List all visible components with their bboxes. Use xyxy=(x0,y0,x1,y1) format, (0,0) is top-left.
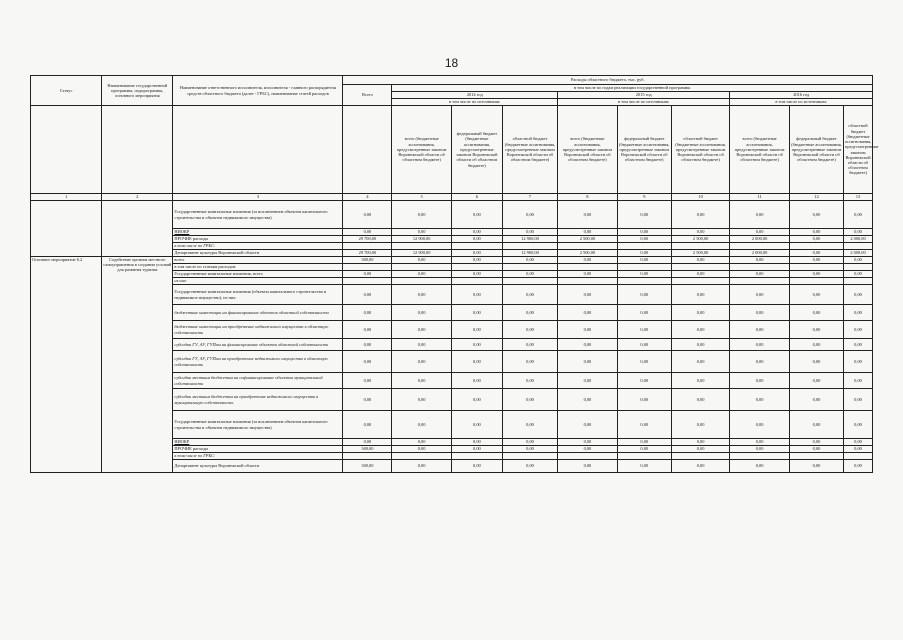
header-by-sources: в том числе по источникам: xyxy=(392,99,558,106)
value-cell xyxy=(844,264,873,271)
value-cell: 0,00 xyxy=(617,257,671,264)
value-cell: 0,00 xyxy=(844,389,873,411)
column-index: 13 xyxy=(844,194,873,201)
value-cell xyxy=(789,453,843,460)
value-cell: 0,00 xyxy=(730,271,790,278)
value-cell xyxy=(392,453,452,460)
value-cell: 12 900,00 xyxy=(392,236,452,243)
value-cell: 300,00 xyxy=(343,446,392,453)
value-cell xyxy=(343,278,392,285)
value-cell xyxy=(789,243,843,250)
value-cell xyxy=(671,264,729,271)
value-cell: 2 000,00 xyxy=(844,236,873,243)
value-cell: 0,00 xyxy=(789,305,843,321)
value-cell: 0,00 xyxy=(789,446,843,453)
value-cell xyxy=(502,453,557,460)
value-cell: 0,00 xyxy=(844,373,873,389)
value-cell: 2 500,00 xyxy=(671,250,729,257)
value-cell: 0,00 xyxy=(730,339,790,351)
value-cell: 0,00 xyxy=(730,351,790,373)
value-cell: 0,00 xyxy=(844,351,873,373)
value-cell: 0,00 xyxy=(392,285,452,305)
table-row xyxy=(31,257,873,264)
value-cell: 0,00 xyxy=(392,373,452,389)
row-label: НИОКР xyxy=(173,439,343,446)
value-cell: 0,00 xyxy=(392,460,452,473)
value-cell: 0,00 xyxy=(844,411,873,439)
header-col-federal: федеральный бюджет (бюджетные ассигнования, предусмотренные законом Воронежской области об областном бюджете) xyxy=(451,106,502,194)
value-cell xyxy=(343,453,392,460)
value-cell xyxy=(789,278,843,285)
value-cell: 12 900,00 xyxy=(502,250,557,257)
value-cell: 0,00 xyxy=(671,373,729,389)
value-cell: 0,00 xyxy=(502,351,557,373)
value-cell: 0,00 xyxy=(451,201,502,229)
value-cell: 0,00 xyxy=(789,351,843,373)
row-label: Департамент культуры Воронежской области xyxy=(173,460,343,473)
value-cell: 0,00 xyxy=(502,460,557,473)
value-cell xyxy=(343,264,392,271)
header-col-all: всего (бюджетные ассигнования, предусмотренные законом Воронежской области об областном бюджете) xyxy=(558,106,618,194)
value-cell: 0,00 xyxy=(392,305,452,321)
row-label: субсидии местным бюджетам на софинансирование объектов муниципальной собственности xyxy=(173,373,343,389)
value-cell: 0,00 xyxy=(451,351,502,373)
value-cell: 0,00 xyxy=(502,257,557,264)
header-status: Статус xyxy=(31,76,102,106)
value-cell xyxy=(451,264,502,271)
value-cell: 0,00 xyxy=(671,351,729,373)
value-cell: 0,00 xyxy=(671,411,729,439)
row-label: Государственные капитальные вложения, всего xyxy=(173,271,343,278)
row-label: в том числе по ГРБС: xyxy=(173,453,343,460)
value-cell: 2 500,00 xyxy=(671,236,729,243)
value-cell: 12 900,00 xyxy=(502,236,557,243)
value-cell: 0,00 xyxy=(558,285,618,305)
value-cell: 0,00 xyxy=(343,339,392,351)
value-cell xyxy=(558,264,618,271)
row-label: субсидии ГУ, АУ, ГУПам на приобретение недвижимого имущества в областную собственность xyxy=(173,351,343,373)
value-cell: 0,00 xyxy=(844,460,873,473)
value-cell: 0,00 xyxy=(392,389,452,411)
value-cell: 0,00 xyxy=(451,271,502,278)
value-cell xyxy=(730,264,790,271)
measure-name: Содействие органам местного самоуправления в создании условий для развития туризма xyxy=(102,257,173,473)
value-cell: 0,00 xyxy=(730,446,790,453)
value-cell: 0,00 xyxy=(343,389,392,411)
row-label: ПРОЧИЕ расходы xyxy=(173,446,343,453)
value-cell: 0,00 xyxy=(451,446,502,453)
value-cell: 0,00 xyxy=(558,271,618,278)
row-label: Государственные капитальные вложения (объекты капитального строительства и недвижимое имущество), из них: xyxy=(173,285,343,305)
value-cell: 0,00 xyxy=(502,285,557,305)
value-cell: 0,00 xyxy=(617,389,671,411)
value-cell: 0,00 xyxy=(789,236,843,243)
value-cell: 0,00 xyxy=(558,339,618,351)
value-cell: 0,00 xyxy=(844,257,873,264)
value-cell xyxy=(392,243,452,250)
column-index: 10 xyxy=(671,194,729,201)
value-cell: 0,00 xyxy=(502,446,557,453)
value-cell: 0,00 xyxy=(558,389,618,411)
value-cell: 0,00 xyxy=(671,389,729,411)
row-label: Государственные капитальные вложения (за исключением объектов капитального строительства и объектов недвижимого имущества) xyxy=(173,411,343,439)
value-cell: 0,00 xyxy=(451,339,502,351)
value-cell xyxy=(844,278,873,285)
value-cell: 0,00 xyxy=(502,201,557,229)
value-cell xyxy=(502,264,557,271)
value-cell xyxy=(730,243,790,250)
value-cell: 0,00 xyxy=(392,351,452,373)
value-cell: 0,00 xyxy=(671,257,729,264)
value-cell: 0,00 xyxy=(343,305,392,321)
value-cell xyxy=(617,243,671,250)
value-cell: 0,00 xyxy=(671,229,729,236)
header-total: Всего xyxy=(343,85,392,106)
name-cell-empty xyxy=(102,201,173,257)
value-cell: 0,00 xyxy=(617,201,671,229)
value-cell: 0,00 xyxy=(392,339,452,351)
value-cell: 0,00 xyxy=(617,460,671,473)
value-cell: 0,00 xyxy=(451,229,502,236)
row-label: в том числе по ГРБС: xyxy=(173,243,343,250)
value-cell: 0,00 xyxy=(617,339,671,351)
value-cell: 0,00 xyxy=(730,201,790,229)
value-cell: 0,00 xyxy=(789,321,843,339)
value-cell xyxy=(392,278,452,285)
value-cell: 0,00 xyxy=(617,351,671,373)
value-cell: 0,00 xyxy=(558,373,618,389)
value-cell: 0,00 xyxy=(343,373,392,389)
header-by-sources: в том числе по источникам: xyxy=(730,99,873,106)
row-label: из них: xyxy=(173,278,343,285)
header-expenses-title: Расходы областного бюджета, тыс. руб. xyxy=(343,76,873,85)
value-cell: 0,00 xyxy=(558,351,618,373)
value-cell: 0,00 xyxy=(671,305,729,321)
value-cell: 29 700,00 xyxy=(343,236,392,243)
row-label: субсидии местным бюджетам на приобретение недвижимого имущества в муниципальную собственность xyxy=(173,389,343,411)
value-cell: 0,00 xyxy=(502,305,557,321)
value-cell: 0,00 xyxy=(844,229,873,236)
budget-table xyxy=(30,75,879,473)
value-cell: 0,00 xyxy=(844,305,873,321)
row-label: субсидии ГУ, АУ, ГУПам на финансирование объектов областной собственности xyxy=(173,339,343,351)
row-label: НИОКР xyxy=(173,229,343,236)
value-cell: 0,00 xyxy=(451,411,502,439)
value-cell: 0,00 xyxy=(789,373,843,389)
value-cell: 0,00 xyxy=(789,285,843,305)
value-cell: 0,00 xyxy=(730,389,790,411)
column-index: 1 xyxy=(31,194,102,201)
value-cell: 0,00 xyxy=(558,201,618,229)
column-index: 3 xyxy=(173,194,343,201)
value-cell: 0,00 xyxy=(671,285,729,305)
value-cell xyxy=(844,243,873,250)
value-cell: 0,00 xyxy=(730,411,790,439)
value-cell: 0,00 xyxy=(392,411,452,439)
value-cell: 0,00 xyxy=(617,446,671,453)
column-index: 2 xyxy=(102,194,173,201)
value-cell: 0,00 xyxy=(730,305,790,321)
header-by-years: в том числе по годам реализации государственной программы xyxy=(392,85,873,92)
value-cell xyxy=(451,453,502,460)
value-cell: 2 000,00 xyxy=(844,250,873,257)
value-cell: 0,00 xyxy=(343,201,392,229)
value-cell: 0,00 xyxy=(671,446,729,453)
table-row xyxy=(31,201,873,229)
value-cell: 0,00 xyxy=(671,201,729,229)
value-cell: 0,00 xyxy=(502,373,557,389)
value-cell: 0,00 xyxy=(789,250,843,257)
header-year-2015: 2015 год xyxy=(558,92,730,99)
value-cell: 0,00 xyxy=(392,321,452,339)
header-col-all: всего (бюджетные ассигнования, предусмотренные законом Воронежской области об областном бюджете) xyxy=(730,106,790,194)
value-cell: 0,00 xyxy=(617,271,671,278)
value-cell: 0,00 xyxy=(789,271,843,278)
value-cell: 0,00 xyxy=(392,446,452,453)
row-label: бюджетные инвестиции на приобретение недвижимого имущества в областную собственность xyxy=(173,321,343,339)
value-cell: 0,00 xyxy=(789,229,843,236)
value-cell: 0,00 xyxy=(671,271,729,278)
value-cell: 0,00 xyxy=(343,285,392,305)
value-cell: 0,00 xyxy=(844,439,873,446)
header-program-name: Наименование государственной программы, подпрограммы, основного мероприятия xyxy=(102,76,173,106)
header-year-2014: 2014 год xyxy=(392,92,558,99)
column-index: 7 xyxy=(502,194,557,201)
value-cell: 0,00 xyxy=(617,250,671,257)
value-cell: 29 700,00 xyxy=(343,250,392,257)
value-cell: 0,00 xyxy=(617,229,671,236)
value-cell: 0,00 xyxy=(789,257,843,264)
value-cell: 0,00 xyxy=(502,271,557,278)
value-cell: 2 500,00 xyxy=(558,250,618,257)
value-cell: 0,00 xyxy=(617,321,671,339)
value-cell: 0,00 xyxy=(502,439,557,446)
value-cell: 300,00 xyxy=(343,257,392,264)
value-cell: 0,00 xyxy=(392,257,452,264)
measure-status: Основное мероприятие 6.2 xyxy=(31,257,102,473)
value-cell xyxy=(558,243,618,250)
value-cell: 0,00 xyxy=(451,305,502,321)
value-cell xyxy=(502,243,557,250)
row-label: в том числе по статьям расходов: xyxy=(173,264,343,271)
header-col-federal: федеральный бюджет (бюджетные ассигнования, предусмотренные законом Воронежской области об областном бюджете) xyxy=(789,106,843,194)
header-year-2016: 2016 год xyxy=(730,92,873,99)
value-cell: 0,00 xyxy=(789,201,843,229)
value-cell: 0,00 xyxy=(392,201,452,229)
value-cell: 0,00 xyxy=(730,439,790,446)
column-index: 5 xyxy=(392,194,452,201)
header-col-regional: областной бюджет (бюджетные ассигнования, предусмотренные законом Воронежской области об областном бюджете) xyxy=(502,106,557,194)
value-cell: 0,00 xyxy=(789,460,843,473)
value-cell: 0,00 xyxy=(730,257,790,264)
value-cell: 0,00 xyxy=(617,236,671,243)
value-cell xyxy=(558,278,618,285)
value-cell xyxy=(617,453,671,460)
value-cell: 0,00 xyxy=(451,236,502,243)
value-cell: 0,00 xyxy=(502,389,557,411)
column-index: 6 xyxy=(451,194,502,201)
value-cell: 0,00 xyxy=(844,321,873,339)
value-cell: 0,00 xyxy=(617,285,671,305)
value-cell: 0,00 xyxy=(844,201,873,229)
value-cell: 0,00 xyxy=(392,271,452,278)
value-cell: 0,00 xyxy=(343,229,392,236)
value-cell: 0,00 xyxy=(730,460,790,473)
header-executor: Наименование ответственного исполнителя, исполнителя - главного распорядителя средств областного бюджета (далее - ГРБС), наименование статей расходов xyxy=(173,76,343,106)
value-cell: 0,00 xyxy=(558,411,618,439)
value-cell xyxy=(730,278,790,285)
header-col-regional: областной бюджет (бюджетные ассигнования, предусмотренные законом Воронежской области об областном бюджете) xyxy=(844,106,873,194)
value-cell: 0,00 xyxy=(558,439,618,446)
value-cell xyxy=(671,453,729,460)
value-cell: 0,00 xyxy=(502,321,557,339)
value-cell: 300,00 xyxy=(343,460,392,473)
value-cell xyxy=(451,278,502,285)
value-cell: 0,00 xyxy=(671,439,729,446)
value-cell: 2 000,00 xyxy=(730,250,790,257)
value-cell: 0,00 xyxy=(451,257,502,264)
value-cell xyxy=(392,264,452,271)
value-cell: 0,00 xyxy=(451,460,502,473)
value-cell: 0,00 xyxy=(617,373,671,389)
value-cell xyxy=(844,453,873,460)
header-col-federal: федеральный бюджет (бюджетные ассигнования, предусмотренные законом Воронежской области об областном бюджете) xyxy=(617,106,671,194)
value-cell: 0,00 xyxy=(451,285,502,305)
column-index: 4 xyxy=(343,194,392,201)
value-cell: 0,00 xyxy=(392,439,452,446)
table-body xyxy=(31,201,873,473)
value-cell: 0,00 xyxy=(502,229,557,236)
value-cell: 0,00 xyxy=(558,229,618,236)
value-cell: 0,00 xyxy=(343,321,392,339)
value-cell: 0,00 xyxy=(671,339,729,351)
value-cell: 0,00 xyxy=(343,411,392,439)
value-cell: 0,00 xyxy=(502,339,557,351)
value-cell: 0,00 xyxy=(844,339,873,351)
value-cell: 0,00 xyxy=(558,321,618,339)
value-cell: 0,00 xyxy=(844,446,873,453)
value-cell xyxy=(789,264,843,271)
value-cell: 0,00 xyxy=(343,271,392,278)
value-cell: 0,00 xyxy=(558,257,618,264)
value-cell: 0,00 xyxy=(730,321,790,339)
column-index: 11 xyxy=(730,194,790,201)
value-cell: 0,00 xyxy=(789,439,843,446)
page-number: 18 xyxy=(444,56,459,70)
column-index-row xyxy=(31,194,873,201)
value-cell: 0,00 xyxy=(451,389,502,411)
value-cell: 0,00 xyxy=(671,321,729,339)
value-cell xyxy=(617,278,671,285)
value-cell xyxy=(671,278,729,285)
value-cell: 0,00 xyxy=(502,411,557,439)
value-cell: 0,00 xyxy=(451,321,502,339)
value-cell: 0,00 xyxy=(392,229,452,236)
value-cell: 0,00 xyxy=(789,389,843,411)
value-cell: 0,00 xyxy=(451,439,502,446)
value-cell: 0,00 xyxy=(451,250,502,257)
value-cell: 2 500,00 xyxy=(558,236,618,243)
row-label: всего xyxy=(173,257,343,264)
value-cell: 12 900,00 xyxy=(392,250,452,257)
value-cell: 0,00 xyxy=(844,285,873,305)
value-cell xyxy=(617,264,671,271)
value-cell: 0,00 xyxy=(558,460,618,473)
header-col-regional: областной бюджет (бюджетные ассигнования, предусмотренные законом Воронежской области об областном бюджете) xyxy=(671,106,729,194)
value-cell xyxy=(558,453,618,460)
value-cell: 0,00 xyxy=(730,373,790,389)
value-cell: 0,00 xyxy=(789,411,843,439)
value-cell: 0,00 xyxy=(451,373,502,389)
value-cell xyxy=(730,453,790,460)
row-label: ПРОЧИЕ расходы xyxy=(173,236,343,243)
value-cell: 0,00 xyxy=(617,439,671,446)
value-cell: 0,00 xyxy=(343,351,392,373)
value-cell: 0,00 xyxy=(343,439,392,446)
row-label: Государственные капитальные вложения (за исключением объектов капитального строительства и объектов недвижимого имущества) xyxy=(173,201,343,229)
row-label: Департамент культуры Воронежской области xyxy=(173,250,343,257)
value-cell xyxy=(502,278,557,285)
column-index: 12 xyxy=(789,194,843,201)
row-label: бюджетные инвестиции на финансирование объектов областной собственности xyxy=(173,305,343,321)
value-cell: 0,00 xyxy=(617,411,671,439)
column-index: 8 xyxy=(558,194,618,201)
value-cell: 0,00 xyxy=(558,305,618,321)
value-cell: 0,00 xyxy=(671,460,729,473)
value-cell: 0,00 xyxy=(617,305,671,321)
value-cell: 0,00 xyxy=(844,271,873,278)
value-cell: 2 000,00 xyxy=(730,236,790,243)
column-index: 9 xyxy=(617,194,671,201)
header-by-sources: в том числе по источникам: xyxy=(558,99,730,106)
value-cell: 0,00 xyxy=(730,285,790,305)
value-cell xyxy=(451,243,502,250)
value-cell: 0,00 xyxy=(558,446,618,453)
value-cell: 0,00 xyxy=(730,229,790,236)
value-cell: 0,00 xyxy=(789,339,843,351)
status-cell-empty xyxy=(31,201,102,257)
header-col-all: всего (бюджетные ассигнования, предусмотренные законом Воронежской области об областном бюджете) xyxy=(392,106,452,194)
value-cell xyxy=(671,243,729,250)
value-cell xyxy=(343,243,392,250)
